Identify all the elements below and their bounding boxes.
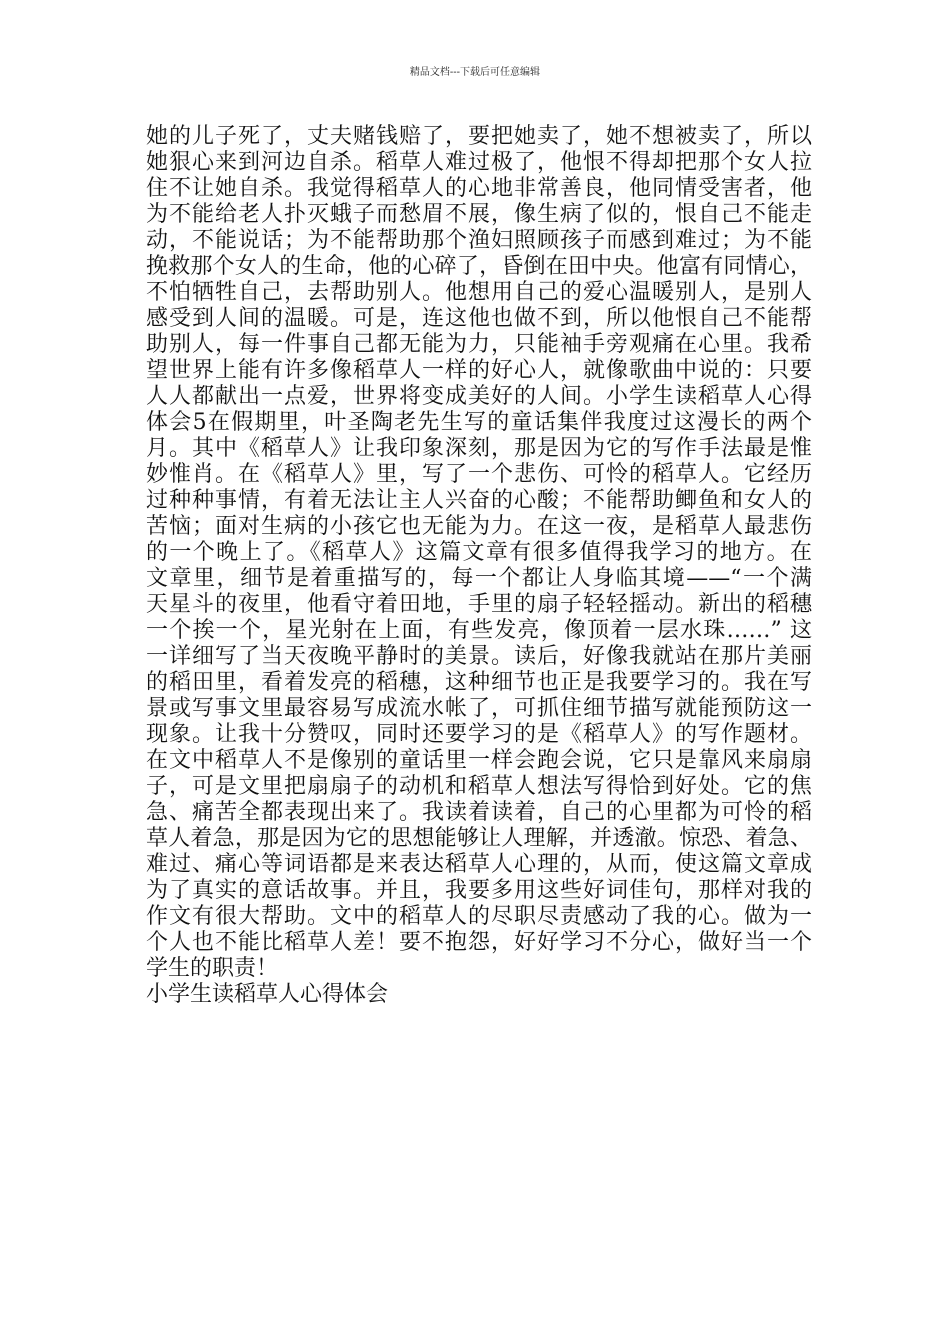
text-line: 为了真实的意话故事。并且，我要多用这些好词佳句，那样对我的 xyxy=(146,878,812,903)
text-line: 她的儿子死了，丈夫赌钱赔了，要把她卖了，她不想被卖了，所以 xyxy=(146,124,812,149)
text-line: 助别人，每一件事自己都无能为力，只能袖手旁观痛在心里。我希 xyxy=(146,332,812,357)
text-line: 急、痛苦全都表现出来了。我读着读着，自己的心里都为可怜的稻 xyxy=(146,800,812,825)
article-title-line: 小学生读稻草人心得体会 xyxy=(146,982,389,1007)
text-line: 望世界上能有许多像稻草人一样的好心人，就像歌曲中说的：只要 xyxy=(146,358,812,383)
text-line: 草人着急，那是因为它的思想能够让人理解，并透澈。惊恐、着急、 xyxy=(146,826,812,851)
text-line: 的一个晚上了。《稻草人》这篇文章有很多值得我学习的地方。在 xyxy=(146,540,812,565)
text-line: 一详细写了当天夜晚平静时的美景。读后，好像我就站在那片美丽 xyxy=(146,644,812,669)
text-line: 学生的职责！ xyxy=(146,956,279,981)
text-line: 挽救那个女人的生命，他的心碎了，昏倒在田中央。他富有同情心， xyxy=(146,254,812,279)
text-line: 为不能给老人扑灭蛾子而愁眉不展，像生病了似的，恨自己不能走 xyxy=(146,202,812,227)
text-line: 动，不能说话；为不能帮助那个渔妇照顾孩子而感到难过；为不能 xyxy=(146,228,812,253)
text-line: 妙惟肖。在《稻草人》里，写了一个悲伤、可怜的稻草人。它经历 xyxy=(146,462,812,487)
page-header: 精品文档---下载后可任意编辑 xyxy=(409,67,541,78)
text-line: 文章里，细节是着重描写的，每一个都让人身临其境——“一个满 xyxy=(146,566,812,591)
text-line: 月。其中《稻草人》让我印象深刻，那是因为它的写作手法最是惟 xyxy=(146,436,812,461)
text-line: 一个挨一个，星光射在上面，有些发亮，像顶着一层水珠……” 这 xyxy=(146,618,812,643)
text-line: 作文有很大帮助。文中的稻草人的尽职尽责感动了我的心。做为一 xyxy=(146,904,812,929)
body-text xyxy=(146,124,812,1008)
text-line: 感受到人间的温暖。可是，连这他也做不到，所以他恨自己不能帮 xyxy=(146,306,812,331)
text-line: 个人也不能比稻草人差！要不抱怨，好好学习不分心，做好当一个 xyxy=(146,930,812,955)
text-line: 景或写事文里最容易写成流水帐了，可抓住细节描写就能预防这一 xyxy=(146,696,812,721)
text-line: 的稻田里，看着发亮的稻穗，这种细节也正是我要学习的。我在写 xyxy=(146,670,812,695)
text-line: 在文中稻草人不是像别的童话里一样会跑会说，它只是靠风来扇扇 xyxy=(146,748,812,773)
text-line: 苦恼；面对生病的小孩它也无能为力。在这一夜，是稻草人最悲伤 xyxy=(146,514,812,539)
text-line: 过种种事情，有着无法让主人兴奋的心酸；不能帮助鲫鱼和女人的 xyxy=(146,488,812,513)
text-line: 难过、痛心等词语都是来表达稻草人心理的，从而，使这篇文章成 xyxy=(146,852,812,877)
text-line: 住不让她自杀。我觉得稻草人的心地非常善良，他同情受害者，他 xyxy=(146,176,812,201)
text-line: 她狠心来到河边自杀。稻草人难过极了，他恨不得却把那个女人拉 xyxy=(146,150,812,175)
text-line: 天星斗的夜里，他看守着田地，手里的扇子轻轻摇动。新出的稻穗 xyxy=(146,592,812,617)
text-line: 现象。让我十分赞叹，同时还要学习的是《稻草人》的写作题材。 xyxy=(146,722,812,747)
text-line: 不怕牺牲自己，去帮助别人。他想用自己的爱心温暖别人，是别人 xyxy=(146,280,812,305)
text-line: 人人都献出一点爱，世界将变成美好的人间。小学生读稻草人心得 xyxy=(146,384,812,409)
text-line: 子，可是文里把扇扇子的动机和稻草人想法写得恰到好处。它的焦 xyxy=(146,774,812,799)
text-line: 体会5在假期里，叶圣陶老先生写的童话集伴我度过这漫长的两个 xyxy=(146,410,812,435)
